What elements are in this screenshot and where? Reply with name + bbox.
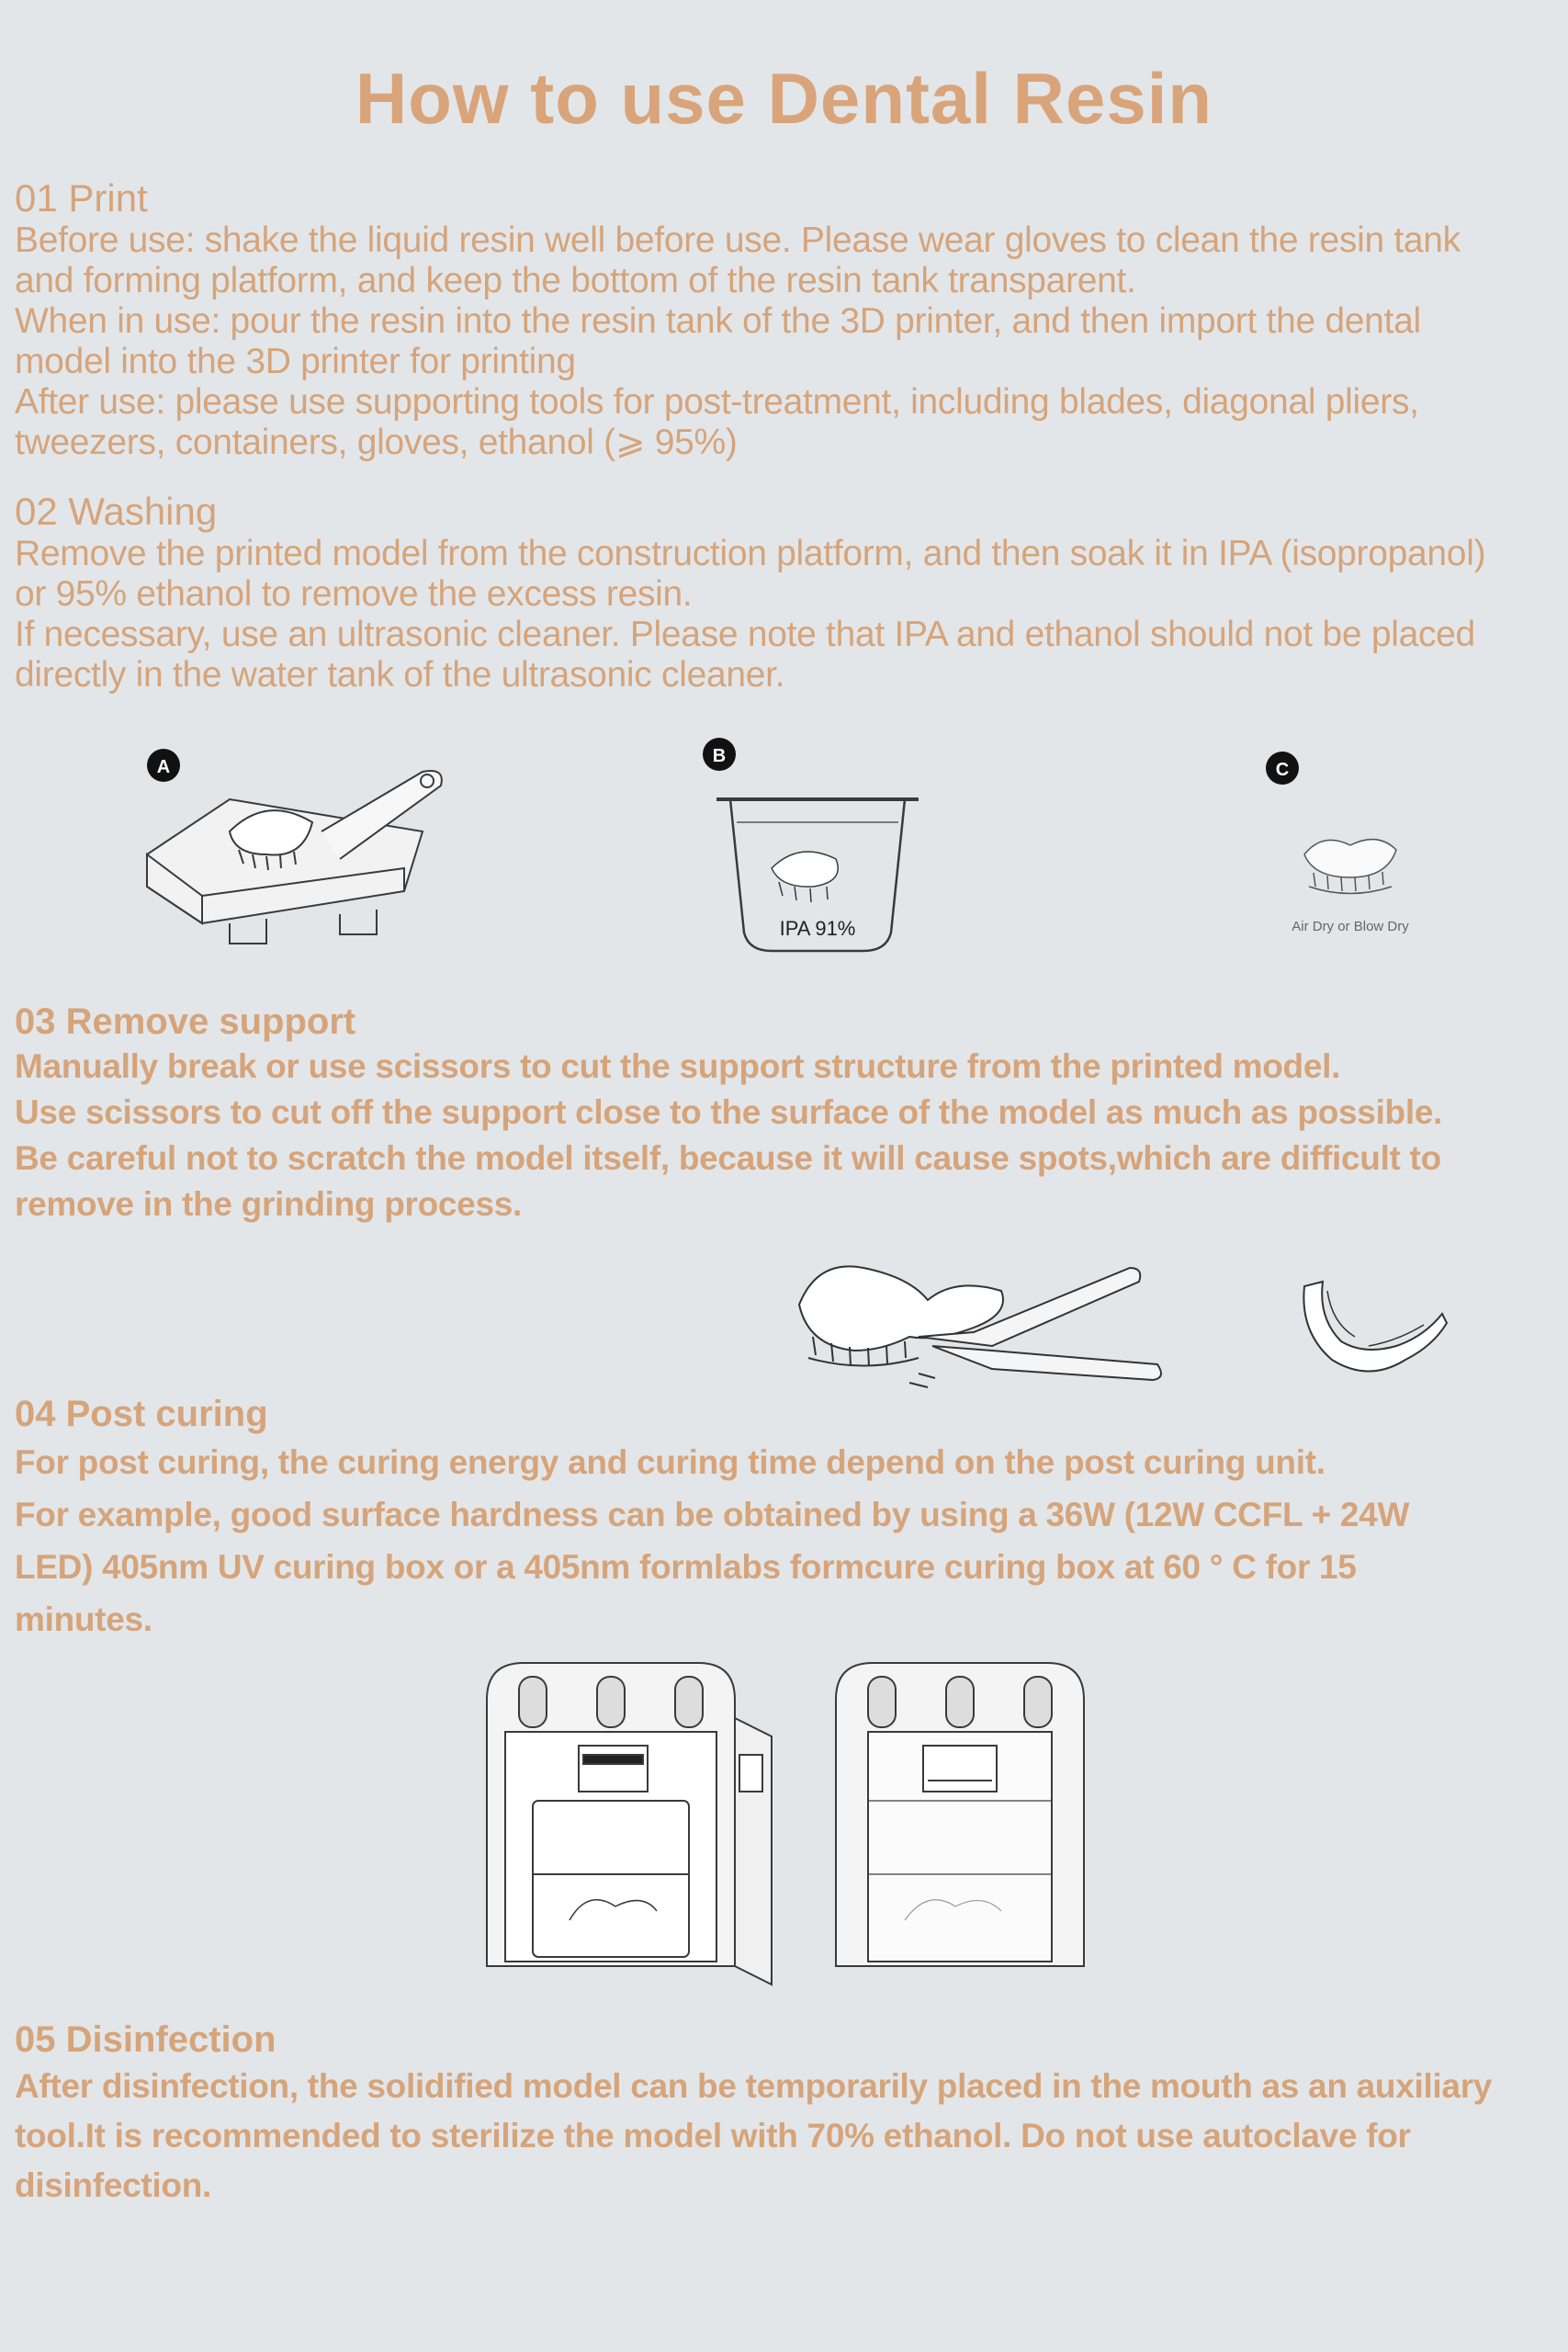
- section-line: directly in the water tank of the ultrasonic cleaner.: [15, 655, 785, 695]
- section-line: After use: please use supporting tools for post-treatment, including blades, diagonal pliers,: [15, 382, 1419, 422]
- section-line: Use scissors to cut off the support close to the surface of the model as much as possible.: [15, 1093, 1443, 1131]
- section-heading: 03 Remove support: [15, 1001, 356, 1042]
- section-heading: 05 Disinfection: [15, 2019, 276, 2060]
- section-heading: 02 Washing: [15, 490, 218, 533]
- section-heading: 01 Print: [15, 176, 148, 220]
- page-title: How to use Dental Resin: [355, 58, 1213, 139]
- section-line: tweezers, containers, gloves, ethanol (⩾ 95%): [15, 423, 738, 462]
- section-line: remove in the grinding process.: [15, 1185, 522, 1223]
- section-line: tool.It is recommended to sterilize the model with 70% ethanol. Do not use autoclave for: [15, 2117, 1411, 2154]
- section-line: Remove the printed model from the construction platform, and then soak it in IPA (isopropanol): [15, 534, 1486, 573]
- ipa-beaker-illustration: [698, 730, 937, 960]
- badge-a-label: A: [156, 757, 171, 777]
- pliers-cutting-illustration: [781, 1250, 1176, 1396]
- section-line: When in use: pour the resin into the resin tank of the 3D printer, and then import the dental: [15, 301, 1421, 341]
- section-line: Before use: shake the liquid resin well before use. Please wear gloves to clean the resin tank: [15, 220, 1461, 260]
- trimmed-model-illustration: [1286, 1259, 1461, 1387]
- dry-label: Air Dry or Blow Dry: [1292, 919, 1409, 934]
- section-washing: [15, 490, 1558, 695]
- curing-box-closed-illustration: [827, 1654, 1093, 1975]
- badge-c-label: C: [1275, 760, 1290, 780]
- air-dry-illustration: [1249, 740, 1451, 951]
- section-line: Be careful not to scratch the model itself, because it will cause spots,which are difficult to: [15, 1139, 1441, 1177]
- section-line: disinfection.: [15, 2166, 211, 2204]
- section-line: For example, good surface hardness can be obtained by using a 36W (12W CCFL + 24W: [15, 1496, 1410, 1533]
- section-line: After disinfection, the solidified model can be temporarily placed in the mouth as an auxiliary: [15, 2067, 1493, 2105]
- section-line: minutes.: [15, 1600, 152, 1638]
- section-line: and forming platform, and keep the bottom of the resin tank transparent.: [15, 261, 1136, 300]
- ultrasonic-tray-illustration: [129, 730, 478, 951]
- section-post-curing: [15, 1392, 1558, 1645]
- section-line: Manually break or use scissors to cut the support structure from the printed model.: [15, 1047, 1341, 1085]
- section-line: model into the 3D printer for printing: [15, 342, 576, 381]
- section-disinfection: [15, 2018, 1558, 2211]
- ipa-label: IPA 91%: [779, 917, 856, 940]
- section-remove-support: [15, 1000, 1558, 1227]
- section-line: For post curing, the curing energy and curing time depend on the post curing unit.: [15, 1443, 1325, 1481]
- curing-box-open-illustration: [478, 1654, 781, 1994]
- section-heading: 04 Post curing: [15, 1394, 268, 1434]
- section-line: If necessary, use an ultrasonic cleaner. Please note that IPA and ethanol should not be placed: [15, 615, 1475, 654]
- section-print: [15, 176, 1558, 463]
- section-line: or 95% ethanol to remove the excess resin.: [15, 574, 693, 614]
- section-line: LED) 405nm UV curing box or a 405nm formlabs formcure curing box at 60 ° C for 15: [15, 1548, 1357, 1586]
- badge-b-label: B: [712, 746, 727, 766]
